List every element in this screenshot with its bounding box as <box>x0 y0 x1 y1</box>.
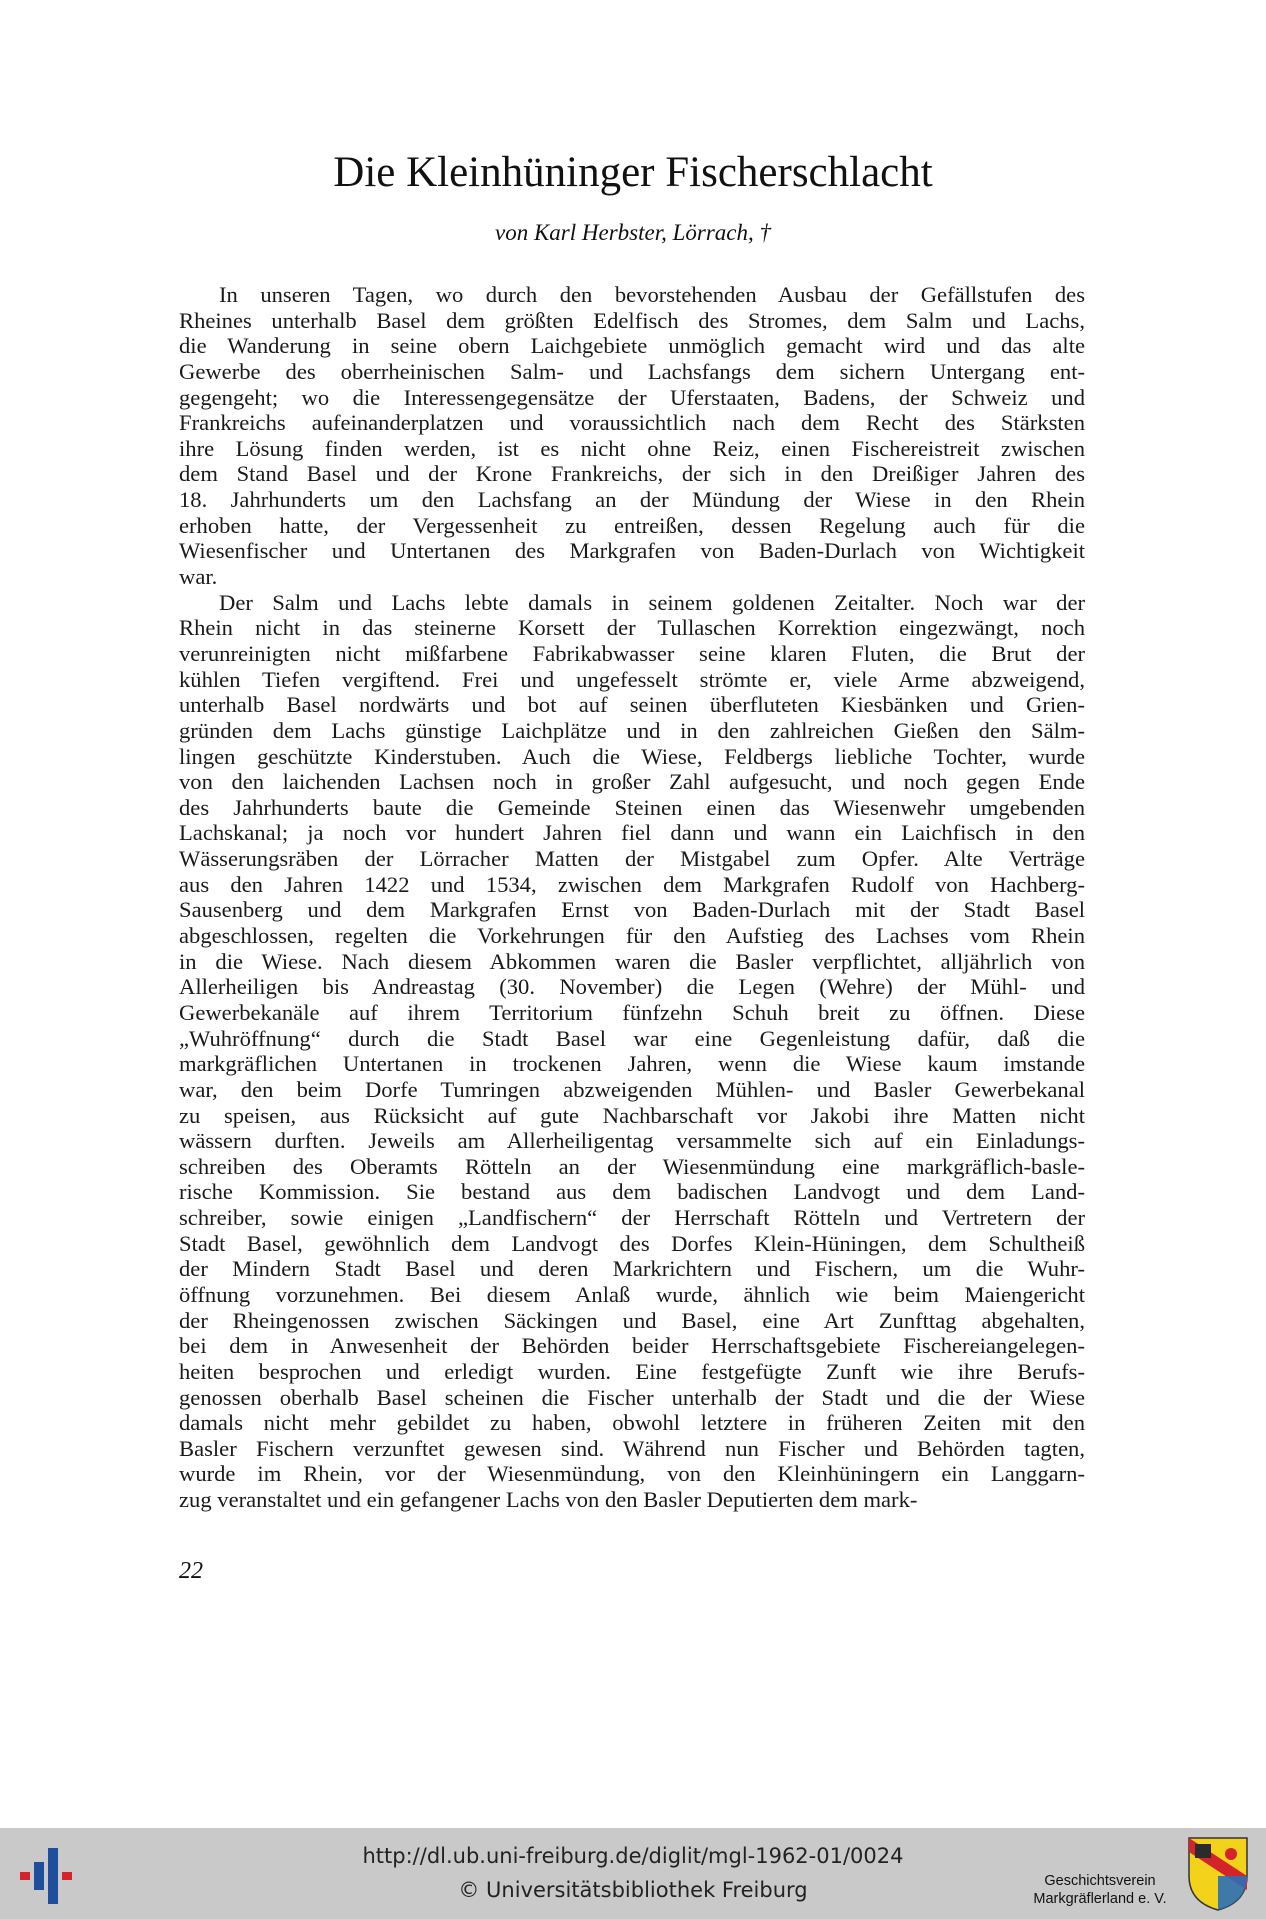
text-line: Stadt Basel, gewöhnlich dem Landvogt des Dorfes Klein-Hüningen, dem Schultheiß <box>179 1230 1085 1256</box>
text-line: zug veranstaltet und ein gefangener Lachs von den Basler Deputierten dem mark- <box>179 1487 918 1513</box>
text-line: abgeschlossen, regelten die Vorkehrungen für den Aufstieg des Lachses vom Rhein <box>179 923 1085 949</box>
article-title: Die Kleinhüninger Fischerschlacht <box>333 149 933 196</box>
text-line: unterhalb Basel nordwärts und bot auf seinen überfluteten Kiesbänken und Grien- <box>179 692 1085 718</box>
article-author: von Karl Herbster, Lörrach, † <box>494 220 771 245</box>
society-line-2: Markgräflerland e. V. <box>1033 1891 1167 1907</box>
text-line: Basler Fischern verzunftet gewesen sind. Während nun Fischer und Behörden tagten, <box>179 1435 1085 1461</box>
article-body <box>179 282 1085 1513</box>
text-line: der Rheingenossen zwischen Säckingen und Basel, eine Art Zunfttag abgehalten, <box>179 1307 1085 1333</box>
text-line: ihre Lösung finden werden, ist es nicht ohne Reiz, einen Fischereistreit zwischen <box>179 435 1085 461</box>
footer-url-link[interactable]: http://dl.ub.uni-freiburg.de/diglit/mgl-1962-01/0024 <box>362 1844 904 1868</box>
text-line: Rheines unterhalb Basel dem größten Edelfisch des Stromes, dem Salm und Lachs, <box>179 307 1085 333</box>
text-line: war. <box>179 564 218 590</box>
text-line: verunreinigten nicht mißfarbene Fabrikabwasser seine klaren Fluten, die Brut der <box>179 640 1085 666</box>
text-line: kühlen Tiefen vergiftend. Frei und ungefesselt strömte er, viele Arme abzweigend, <box>179 666 1085 692</box>
text-line: 18. Jahrhunderts um den Lachsfang an der Mündung der Wiese in den Rhein <box>179 487 1085 513</box>
text-line: aus den Jahren 1422 und 1534, zwischen dem Markgrafen Rudolf von Hachberg- <box>179 871 1085 897</box>
text-line: Der Salm und Lachs lebte damals in seinem goldenen Zeitalter. Noch war der <box>219 589 1085 615</box>
text-line: genossen oberhalb Basel scheinen die Fischer unterhalb der Stadt und die der Wiese <box>179 1384 1085 1410</box>
text-line: Rhein nicht in das steinerne Korsett der Tullaschen Korrektion eingezwängt, noch <box>179 615 1085 641</box>
paragraph <box>179 282 1085 590</box>
text-line: wurde im Rhein, vor der Wiesenmündung, von den Kleinhüningern ein Langgarn- <box>179 1461 1085 1487</box>
text-line: Lachskanal; ja noch vor hundert Jahren fiel dann und wann ein Laichfisch in den <box>179 820 1085 846</box>
text-line: zu speisen, aus Rücksicht auf gute Nachbarschaft vor Jakobi ihre Matten nicht <box>179 1102 1085 1128</box>
text-line: des Jahrhunderts baute die Gemeinde Steinen einen das Wiesenwehr umgebenden <box>179 794 1085 820</box>
text-line: Wiesenfischer und Untertanen des Markgrafen von Baden-Durlach von Wichtigkeit <box>179 538 1085 564</box>
text-line: Frankreichs aufeinanderplatzen und voraussichtlich nach dem Recht des Stärksten <box>179 410 1085 436</box>
text-line: Gewerbekanäle auf ihrem Territorium fünfzehn Schuh breit zu öffnen. Diese <box>179 999 1085 1025</box>
text-line: „Wuhröffnung“ durch die Stadt Basel war eine Gegenleistung dafür, daß die <box>179 1025 1085 1051</box>
footer-society-name <box>1020 1872 1180 1908</box>
viewer-footer <box>0 1828 1266 1919</box>
page-number: 22 <box>179 1558 203 1584</box>
text-line: schreiber, sowie einigen „Landfischern“ der Herrschaft Rötteln und Vertretern der <box>179 1205 1085 1231</box>
text-line: markgräflichen Untertanen in trockenen Jahren, wenn die Wiese kaum imstande <box>179 1051 1085 1077</box>
text-line: die Wanderung in seine obern Laichgebiete unmöglich gemacht wird und das alte <box>179 333 1085 359</box>
text-line: dem Stand Basel und der Krone Frankreichs, der sich in den Dreißiger Jahren des <box>179 461 1085 487</box>
text-line: damals nicht mehr gebildet zu haben, obwohl letztere in früheren Zeiten mit den <box>179 1410 1085 1436</box>
text-line: in die Wiese. Nach diesem Abkommen waren die Basler verpflichtet, alljährlich von <box>179 948 1085 974</box>
text-line: heiten besprochen und erledigt wurden. Eine festgefügte Zunft wie ihre Berufs- <box>179 1358 1085 1384</box>
text-line: lingen geschützte Kinderstuben. Auch die Wiese, Feldbergs liebliche Tochter, wurde <box>179 743 1085 769</box>
footer-copyright: © Universitätsbibliothek Freiburg <box>458 1878 808 1902</box>
text-line: Wässerungsräben der Lörracher Matten der Mistgabel zum Opfer. Alte Verträge <box>179 846 1085 872</box>
society-line-1: Geschichtsverein <box>1044 1873 1156 1889</box>
text-line: wässern durften. Jeweils am Allerheiligentag versammelte sich auf ein Einladungs- <box>179 1128 1085 1154</box>
paragraph <box>179 590 1085 1513</box>
coat-of-arms-icon <box>1187 1836 1249 1912</box>
text-line: öffnung vorzunehmen. Bei diesem Anlaß wurde, ähnlich wie beim Maiengericht <box>179 1281 1085 1307</box>
text-line: bei dem in Anwesenheit der Behörden beider Herrschaftsgebiete Fischereiangelegen- <box>179 1333 1085 1359</box>
text-line: war, den beim Dorfe Tumringen abzweigenden Mühlen- und Basler Gewerbekanal <box>179 1076 1085 1102</box>
text-line: von den laichenden Lachsen noch in großer Zahl aufgesucht, und noch gegen Ende <box>179 769 1085 795</box>
text-line: In unseren Tagen, wo durch den bevorstehenden Ausbau der Gefällstufen des <box>219 282 1085 307</box>
text-line: erhoben hatte, der Vergessenheit zu entreißen, dessen Regelung auch für die <box>179 512 1085 538</box>
text-line: der Mindern Stadt Basel und deren Markrichtern und Fischern, um die Wuhr- <box>179 1256 1085 1282</box>
text-line: schreiben des Oberamts Rötteln an der Wiesenmündung eine markgräflich-basle- <box>179 1153 1085 1179</box>
text-line: rische Kommission. Sie bestand aus dem badischen Landvogt und dem Land- <box>179 1179 1085 1205</box>
text-line: gegengeht; wo die Interessengegensätze der Uferstaaten, Badens, der Schweiz und <box>179 384 1085 410</box>
text-line: Sausenberg und dem Markgrafen Ernst von Baden-Durlach mit der Stadt Basel <box>179 897 1085 923</box>
text-line: Gewerbe des oberrheinischen Salm- und Lachsfangs dem sichern Untergang ent- <box>179 358 1085 384</box>
text-line: gründen dem Lachs günstige Laichplätze und in den zahlreichen Gießen den Sälm- <box>179 717 1085 743</box>
text-line: Allerheiligen bis Andreastag (30. November) die Legen (Wehre) der Mühl- und <box>179 974 1085 1000</box>
